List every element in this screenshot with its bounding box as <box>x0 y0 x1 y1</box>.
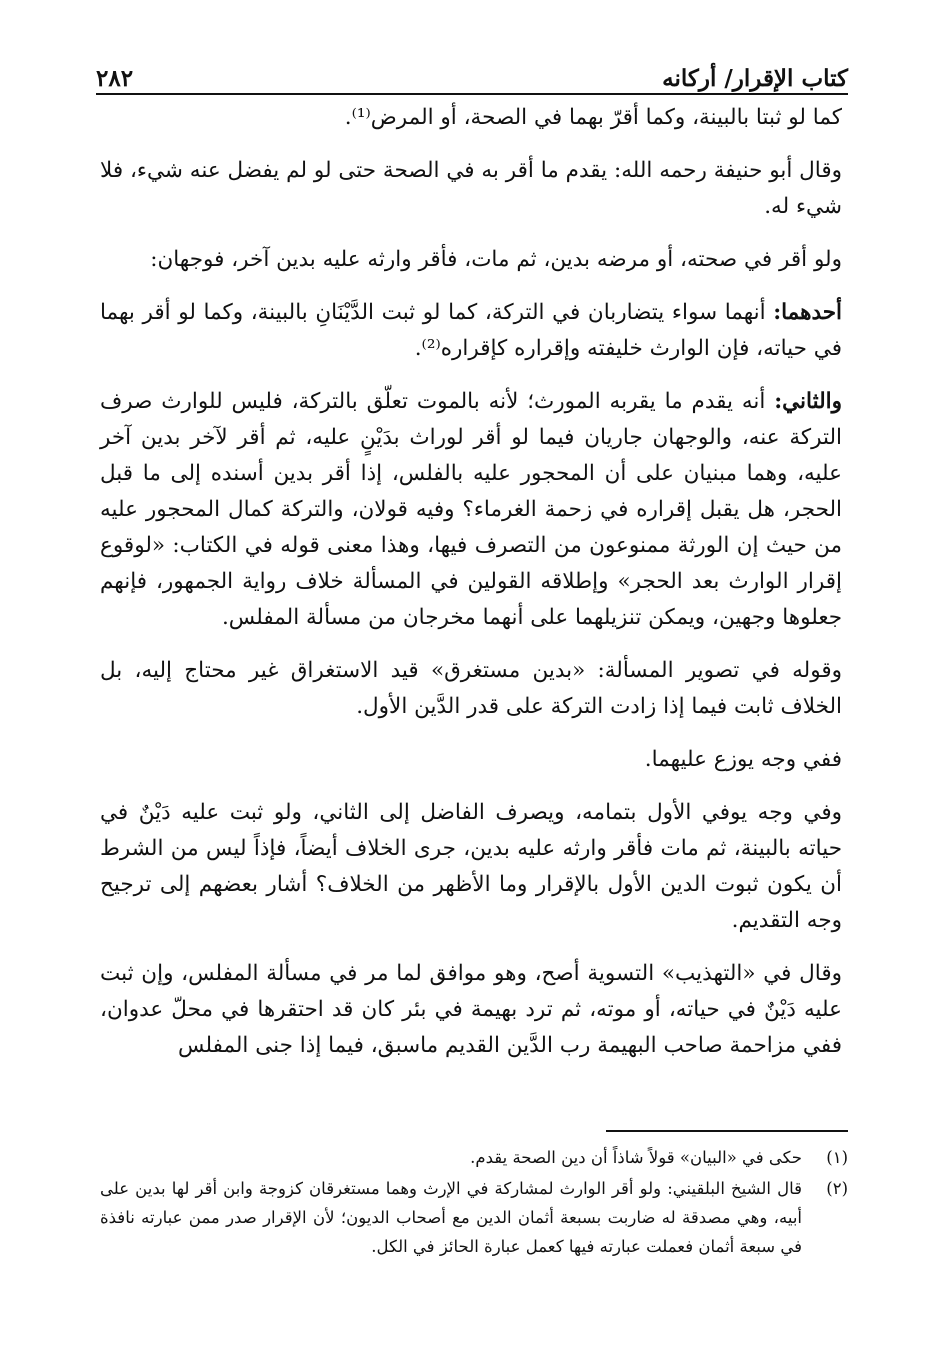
paragraph <box>100 295 842 367</box>
paragraph <box>100 956 842 1064</box>
paragraph-text: وقال أبو حنيفة رحمه الله: يقدم ما أقر به في الصحة حتى لو لم يفضل عنه شيء، فلا شيء له. <box>100 158 842 219</box>
body-text <box>100 100 842 1081</box>
paragraph <box>100 242 842 278</box>
page-header <box>96 40 848 92</box>
running-title: كتاب الإقرار/ أركانه <box>662 65 848 92</box>
footnote <box>100 1143 848 1172</box>
footnote-number: (١) <box>826 1148 848 1167</box>
footnote-rule <box>606 1130 848 1132</box>
paragraph-text: وفي وجه يوفي الأول بتمامه، ويصرف الفاضل إلى الثاني، ولو ثبت عليه دَيْنٌ في حياته بالبينة، ثم مات فأقر وارثه عليه بدين، جرى الخلاف أيضاً، فإذاً ليس من الشرط أن يكون ثبوت الدين الأول بالإقرار وما الأظهر من الخلاف؟ أشار بعضهم إلى ترجيح وجه التقديم. <box>100 800 842 933</box>
footnote-text: قال الشيخ البلقيني: ولو أقر الوارث لمشاركة في الإرث وهما مستغرقان كزوجة وابن أقر لها بدين على أبيه، وهي مصدقة له ضاربت بسبعة أثمان الدين مع أصحاب الديون؛ لأن الإقرار صدر ممن عبارته نافذة في سبعة أثمان فعملت عبارته فيها كعمل عبارة الحائز في الكل. <box>100 1179 802 1256</box>
paragraph-text: ولو أقر في صحته، أو مرضه بدين، ثم مات، فأقر وارثه عليه بدين آخر، فوجهان: <box>150 247 842 272</box>
footnote-number: (٢) <box>826 1179 848 1198</box>
paragraph <box>100 384 842 636</box>
paragraph <box>100 742 842 778</box>
paragraph <box>100 795 842 939</box>
paragraph-text: كما لو ثبتا بالبينة، وكما أقرّ بهما في الصحة، أو المرض⁽¹⁾. <box>344 105 842 130</box>
paragraph <box>100 100 842 136</box>
paragraph-lead: والثاني: <box>774 389 842 414</box>
paragraph-text: وقال في «التهذيب» التسوية أصح، وهو موافق لما مر في مسألة المفلس، وإن ثبت عليه دَيْنٌ في حياته، أو موته، ثم ترد بهيمة في بئر كان قد احتقرها في محلّ عدوان، ففي مزاحمة صاحب البهيمة رب الدَّين القديم ماسبق، فيما إذا جنى المفلس <box>100 961 842 1058</box>
paragraph-text: أنه يقدم ما يقربه المورث؛ لأنه بالموت تعلّق بالتركة، فليس للوارث صرف التركة عنه، والوجهان جاريان فيما لو أقر لوراث بدَيْنٍ عليه، ثم أقر لآخر بدين آخر عليه، وهما مبنيان على أن المحجور عليه بالفلس، إذا أقر بدين أسنده إلى ما قبل الحجر، هل يقبل إقراره في زحمة الغرماء؟ وفيه قولان، والتركة كمال المحجور عليه من حيث إن الورثة ممنوعون من التصرف فيها، وهذا معنى قوله في الكتاب: «لوقوع إقرار الوارث بعد الحجر» وإطلاقه القولين في المسألة خلاف رواية الجمهور، فإنهم جعلوها وجهين، ويمكن تنزيلهما على أنهما مخرجان من مسألة المفلس. <box>100 389 842 630</box>
header-rule <box>96 93 848 95</box>
footnote <box>100 1174 848 1261</box>
paragraph <box>100 153 842 225</box>
page-number: ٢٨٢ <box>96 65 134 92</box>
footnotes <box>100 1143 848 1263</box>
paragraph-text: أنهما سواء يتضاربان في التركة، كما لو ثبت الدَّيْنَانِ بالبينة، وكما لو أقر بهما في حياته، فإن الوارث خليفته وإقراره كإقراره⁽²⁾. <box>100 300 842 361</box>
paragraph <box>100 653 842 725</box>
footnote-text: حكى في «البيان» قولاً شاذاً أن دين الصحة يقدم. <box>470 1148 802 1167</box>
paragraph-text: وقوله في تصوير المسألة: «بدين مستغرق» قيد الاستغراق غير محتاج إليه، بل الخلاف ثابت فيما إذا زادت التركة على قدر الدَّين الأول. <box>100 658 842 719</box>
paragraph-lead: أحدهما: <box>773 300 842 325</box>
paragraph-text: ففي وجه يوزع عليهما. <box>644 747 842 772</box>
